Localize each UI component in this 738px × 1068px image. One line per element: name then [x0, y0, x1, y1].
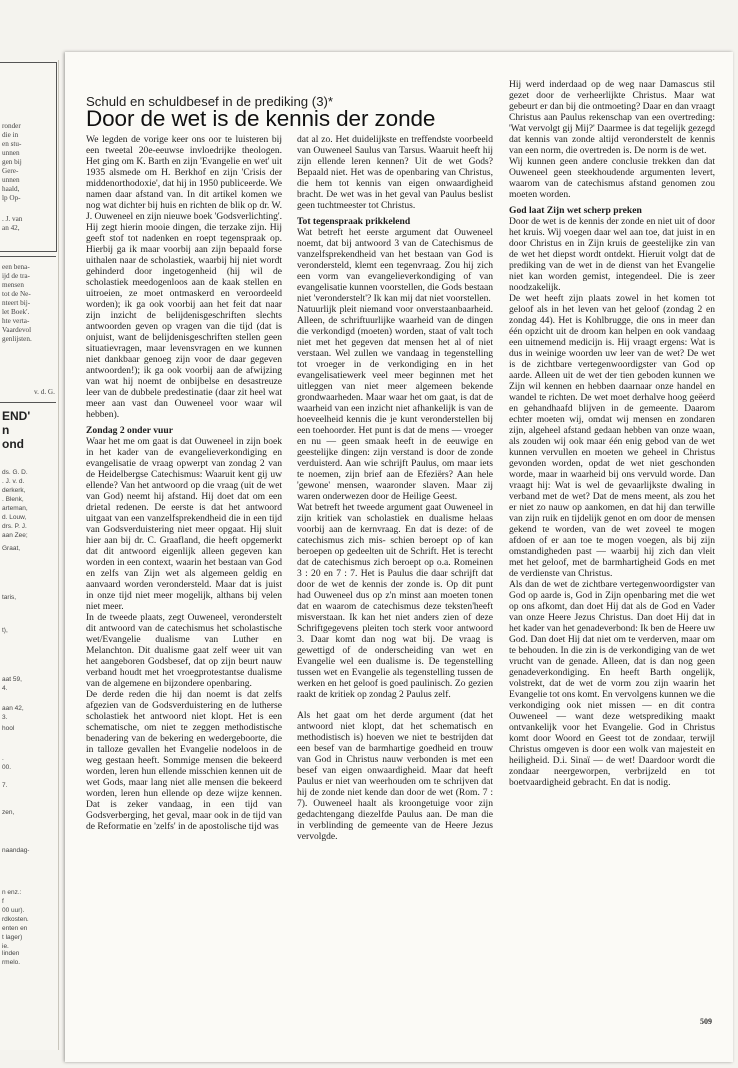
article-column-2: [297, 134, 493, 842]
previous-page-line: en stu-: [2, 140, 22, 148]
previous-page-line: ie.: [2, 943, 9, 950]
paragraph: Natuurlijk pleit niemand voor onverstaanbaarheid. Alleen, de schriftuurlijke waarheid van de dingen die verkondigd (moeten) worden, staat of valt toch niet met het gegeven dat mensen het al of niet verstaan. Wel zullen we vandaag in tegenstelling tot vroeger in de verkondiging en in het evangelisatiewerk veel meer beginnen met het uitleggen van niet meer algemeen bekende grondwaarheden. Maar waar het om gaat, is dat de waarheid van een inzicht niet afhankelijk is van de hoeveelheid kennis die je kunt veronderstellen bij een toehoorder. Het punt is dat de mens — vroeger en nu — geen smaak heeft in de eeuwige en geestelijke dingen: zijn verstand is door de zonde verduisterd. Aan wie schrijft Paulus, om maar iets te noemen, zijn brief aan de Efeziërs? Aan hele 'gewone' mensen, waaronder slaven. Maar zij waren onderwezen door de Heilige Geest.: [297, 304, 493, 502]
section-heading: Zondag 2 onder vuur: [86, 425, 173, 436]
previous-page-line: . J. van: [2, 215, 23, 223]
previous-page-line: zen,: [2, 809, 15, 816]
previous-page-line: 7.: [2, 782, 8, 789]
previous-page-line: aat 59,: [2, 676, 22, 683]
paragraph-gap: [297, 700, 493, 710]
previous-page-line: . Blenk,: [2, 496, 24, 503]
article-column-1: [86, 134, 282, 832]
paragraph: Als het gaat om het derde argument (dat het antwoord niet klopt, dat het schematisch en methodistisch is) hoeven we niet te bestrijden dat een besef van de barmhartige goedheid en trouw van God in Christus nauw verbonden is met een besef van eigen onwaardigheid. Maar dat heeft Paulus er niet van weerhouden om te schrijven dat hij de zonde niet kende dan door de wet (Rom. 7 : 7). Ouweneel haalt als kroongetuige voor zijn gedachtengang diezelfde Paulus aan. De man die in verblinding de gemeente van de Heere Jezus vervolgde.: [297, 710, 493, 842]
previous-page-line: f: [2, 898, 4, 905]
previous-page-heading: END': [2, 410, 31, 423]
previous-page-line: ronder: [2, 122, 21, 130]
previous-page-line: 00 uur).: [2, 907, 25, 914]
previous-page-line: Gere-: [2, 167, 19, 175]
previous-page-line: Vaardevol: [2, 326, 32, 334]
paragraph: We legden de vorige keer ons oor te luisteren bij een tweetal 20e-eeuwse invloedrijke theologen. Het ging om K. Barth en zijn 'Evangelie en wet' uit 1935 alsmede om H. Berkhof en zijn 'Crisis der middenorthodoxie', dat hij in 1950 publiceerde. We namen daar afstand van. In dit artikel komen we nog wat dichter bij huis en richten de blik op dr. W. J. Ouweneel en zijn nieuwe boek 'Godsverlichting'. Hij zegt hierin mooie dingen, die terzake zijn. Hij geeft stof tot nadenken en roept tegenspraak op. Hierbij ga ik maar voorbij aan zijn bepaald forse uithalen naar de scholastiek, waarbij hij niet wordt gehinderd door ingetogenheid (hij wil de scholastiek meedogenloos aan de kaak stellen en uitroeien, ze moet ontmaskerd en veroordeeld worden); ik ga ook voorbij aan het feit dat naar zijn inzicht de belijdenisgeschriften slechts antwoorden geven op vragen van die tijd (dat is onjuist, want de belijdenisgeschriften stellen geen situatievragen, maar levensvragen en we kunnen niet dankbaar genoeg zijn voor de daar gegeven antwoorden!); ik ga ook voorbij aan de afwijzing van wat hij noemt de onbijbelse en desastreuze leer van de dubbele predestinatie (daar zit heel wat meer aan vast dan Ouweneel voor waar wil hebben).: [86, 134, 282, 420]
previous-page-line: . J. v. d.: [2, 478, 25, 485]
previous-page-initials: v. d. G.: [34, 388, 55, 396]
previous-page-line: d. Louw,: [2, 514, 27, 521]
previous-page-line: een bena-: [2, 263, 30, 271]
previous-page-line: ijd de tra-: [2, 272, 30, 280]
previous-page-heading: ond: [2, 438, 24, 451]
article-title: Door de wet is de kennis der zonde: [86, 106, 436, 131]
previous-page-line: naandag-: [2, 847, 30, 854]
previous-page-line: an 42,: [2, 224, 20, 232]
section-heading: God laat Zijn wet scherp preken: [509, 205, 642, 216]
previous-page-line: t lager): [2, 934, 23, 941]
previous-page-rule: [0, 402, 56, 403]
previous-page-line: nteert bij-: [2, 299, 31, 307]
article-kicker: Schuld en schuldbesef in de prediking (3)*: [86, 94, 334, 109]
previous-page-heading: n: [2, 424, 10, 437]
previous-page-line: haald,: [2, 185, 20, 193]
article-column-3: [509, 79, 715, 788]
paragraph: Wat betreft het eerste argument dat Ouweneel noemt, dat bij antwoord 3 van de Catechismus de vanzelfsprekendheid van het bestaan van God is verondersteld, klemt een tegenvraag. Zou hij zich een vorm van evangelieverkondiging of van evangelisatie kunnen voorstellen, die Gods bestaan niet 'veronderstelt'? Ik kan mij dat niet voorstellen.: [297, 227, 493, 304]
previous-page-line: drs. P. J.: [2, 523, 27, 530]
previous-page-line: linden: [2, 950, 20, 957]
previous-page-line: enten en: [2, 925, 28, 932]
paragraph: Hij werd inderdaad op de weg naar Damascus stil gezet door de verheerlijkte Christus. Maar wat gebeurt er dan bij die ontmoeting? Daar en dan vraagt Christus aan Paulus rekenschap van een overtreding: 'Wat vervolgt gij Mij?' Daarmee is dat tegelijk gezegd dat kennis van zonde altijd veronderstelt de kennis van een norm, die overtreden is. De norm is de wet.: [509, 79, 715, 156]
previous-page-line: lp Op-: [2, 194, 21, 202]
previous-page-line: n enz.:: [2, 889, 22, 896]
paragraph: Als dan de wet de zichtbare vertegenwoordigster van God op aarde is, God in Zijn openbaring met die wet op ons afkomt, dan doet Hij dat als de God en Vader van onze Heere Jezus Christus. Dan doet Hij dat in het kader van het genadeverbond: Ik ben de Heere uw God. Dan doet Hij dat niet om te verderven, maar om te behouden. In die zin is de verkondiging van de wet vrucht van de genade. Alleen, dat is dan nog geen genadeverkondiging. En heeft Barth ongelijk, volstrekt, dat de wet de vorm zou zijn waarin het Evangelie tot ons komt. En vervolgens kunnen we die verkondiging ook niet missen — en dit contra Ouweneel — want deze wetsprediking maakt ontvankelijk voor het Evangelie. God in Christus komt door Woord en Geest tot de zondaar, terwijl Christus omgeven is door een wolk van majesteit en heiligheid. D.i. Sinaï — de wet! Daardoor wordt die zondaar neergeworpen, verbrijzeld en tot boetvaardigheid gebracht. En dat is nodig.: [509, 579, 716, 788]
paragraph: De wet heeft zijn plaats zowel in het komen tot geloof als in het leven van het geloof (zondag 2 en zondag 44). Het is Kohlbrugge, die ons in meer dan één opzicht uit de droom kan helpen en ook vandaag een uitnemend medicijn is. Hij vraagt ergens: Wat is dus in weinige woorden uw leer van de wet? De wet is de zichtbare vertegenwoordigster van God op aarde. Alleen uit de wet der tien geboden kunnen we Zijn wil kennen en hebben daarnaar onze handel en wandel te richten. De wet moet derhalve hoog geëerd en gehandhaafd blijven in de gemeente. Daarom echter moeten wij, omdat wij mensen en zondaren zijn, algeheel afstand gedaan hebben van onze waan, als zouden wij ook maar één enig gebod van de wet kunnen vervullen en moeten we geheel in Christus gevonden worden, opdat de wet niet geschonden worde, maar in waarheid bij ons vervuld worde. Dan vraagt hij: Wat is wel de gevaarlijkste dwaling in verband met de wet? Dat de mens meent, als zou het er niet zo nauw op aankomen, en dat hij dan terwille van zijn ruik en tijdelijk genot en om door de mensen gekend te worden, van de wet zoveel te mogen afdoen of er aan toe te mogen voegen, als bij zijn omstandigheden past — waarbij hij zich dan vleit met het geloof, met de barmhartigheid Gods en met de verdienste van Christus.: [509, 293, 715, 579]
previous-page-edge: [0, 60, 59, 1050]
previous-page-line: mensen: [2, 281, 24, 289]
previous-page-line: unnen: [2, 176, 20, 184]
previous-page-line: .: [2, 755, 4, 762]
previous-page-rule: [0, 256, 56, 257]
previous-page-line: unnen: [2, 149, 20, 157]
paragraph: Wij kunnen geen andere conclusie trekken dan dat Ouweneel geen steekhoudende argumenten levert, waarom van de catechismus afstand genomen zou moeten worden.: [509, 156, 715, 200]
paragraph: In de tweede plaats, zegt Ouweneel, veronderstelt dit antwoord van de catechismus het scholastische wet/Evangelie dualisme van Luther en Melanchton. Dit dualisme gaat zelf weer uit van het aangeboren Godsbesef, dat op zijn beurt nauw verband houdt met het vroegprotestantse dualisme van de algemene en bijzondere openbaring.: [86, 612, 282, 689]
previous-page-line: 3.: [2, 714, 8, 721]
previous-page-line: t),: [2, 627, 8, 634]
paragraph: dat al zo. Het duidelijkste en treffendste voorbeeld van Ouweneel Saulus van Tarsus. Waaruit heeft hij zijn ellende leren kennen? Uit de wet Gods? Bepaald niet. Het was de openbaring van Christus, die hem tot kennis van eigen onwaardigheid bracht. De wet was in het geval van Paulus beslist geen tuchtmeester tot Christus.: [297, 134, 493, 211]
previous-page-line: 00.: [2, 764, 12, 771]
previous-page-line: hte verta-: [2, 317, 30, 325]
paragraph: De derde reden die hij dan noemt is dat zelfs afgezien van de Godsverduistering en de lutherse scholastiek het antwoord niet klopt. Het is een schematische, om niet te zeggen methodistische benadering van de bekering en wedergeboorte, die in talloze gevallen het Evangelie nodeloos in de weg gestaan heeft. Sommige mensen die bekeerd worden, leren hun ellende misschien kennen uit de wet Gods, maar lang niet alle mensen die bekeerd worden, leren hun ellende op deze wijze kennen. Dat is zeker vandaag, in een tijd van Godsverberging, het geval, maar ook in de tijd van de Reformatie en 'zelfs' in de apostolische tijd was: [86, 689, 282, 832]
previous-page-line: derkerk,: [2, 487, 26, 494]
previous-page-line: genlijsten.: [2, 335, 32, 343]
previous-page-line: hool: [2, 725, 15, 732]
previous-page-line: tot de Ne-: [2, 290, 31, 298]
previous-page-line: let Boek'.: [2, 308, 30, 316]
previous-page-line: rmelo.: [2, 959, 21, 966]
previous-page-line: Graat,: [2, 545, 21, 552]
previous-page-line: taris,: [2, 594, 17, 601]
previous-page-line: ds. G. D.: [2, 469, 28, 476]
previous-page-line: gen bij: [2, 158, 22, 166]
previous-page-line: die in: [2, 131, 19, 139]
previous-page-line: arteman,: [2, 505, 28, 512]
paragraph: Door de wet is de kennis der zonde en niet uit of door het kruis. Wij voegen daar wel aan toe, dat juist in en door Christus en in Zijn kruis de geestelijke zin van de wet het diepst wordt ontdekt. Hieruit volgt dat de prediking van de wet in de dienst van het Evangelie niet kan worden gemist, integendeel. Die is zeer noodzakelijk.: [509, 216, 715, 293]
paragraph: Waar het me om gaat is dat Ouweneel in zijn boek in het kader van de evangelieverkondiging en evangelisatie de vraag opwerpt van zondag 2 van de Heidelbergse Catechismus: Waaruit kent gij uw ellende? Van het antwoord op die vraag (uit de wet van God) neemt hij afstand. Hij doet dat om een drietal redenen. De eerste is dat het antwoord uitgaat van een vanzelfsprekendheid die in een tijd van Godsverduistering niet meer opgaat. Hij sluit hier aan bij dr. C. Graafland, die heeft opgemerkt dat dit antwoord eigenlijk alleen gegeven kan worden in een context, waarin het bestaan van God en zelfs van Zijn wet als algemeen geldig en aanvaard worden verondersteld. Maar dat is juist in onze tijd niet meer mogelijk, althans bij velen niet meer.: [86, 436, 282, 612]
paragraph: Wat betreft het tweede argument gaat Ouweneel in zijn kritiek van scholastiek en dualisme helaas voorbij aan de kernvraag. En dat is deze: of de catechismus zich mis- schien beroept op of kan beroepen op gedeelten uit de Schrift. Het is terecht dat de catechismus zich beroept op o.a. Romeinen 3 : 20 en 7 : 7. Het is Paulus die daar schrijft dat door de wet de kennis der zonde is. Op dit punt had Ouweneel dus op z'n minst aan moeten tonen dat en waarom de catechismus deze teksten'heeft misverstaan. Ik kan het niet anders zien of deze Schriftgegevens pleiten toch sterk voor antwoord 3. Daar komt dan nog wat bij. De vraag is gewettigd of de onderscheiding van wet en Evangelie wel een dualisme is. De tegenstelling tussen wet en Evangelie als tegenstelling tussen de werken en het geloof is goed paulinisch. Zo gezien raakt de kritiek op zondag 2 Paulus zelf.: [297, 502, 493, 700]
previous-page-line: 4.: [2, 685, 8, 692]
previous-page-line: aan Zee;: [2, 532, 28, 539]
page-number: 509: [700, 1017, 712, 1026]
previous-page-line: aan 42,: [2, 705, 24, 712]
previous-page-line: rdkosten.: [2, 916, 29, 923]
section-heading: Tot tegenspraak prikkelend: [297, 216, 411, 227]
